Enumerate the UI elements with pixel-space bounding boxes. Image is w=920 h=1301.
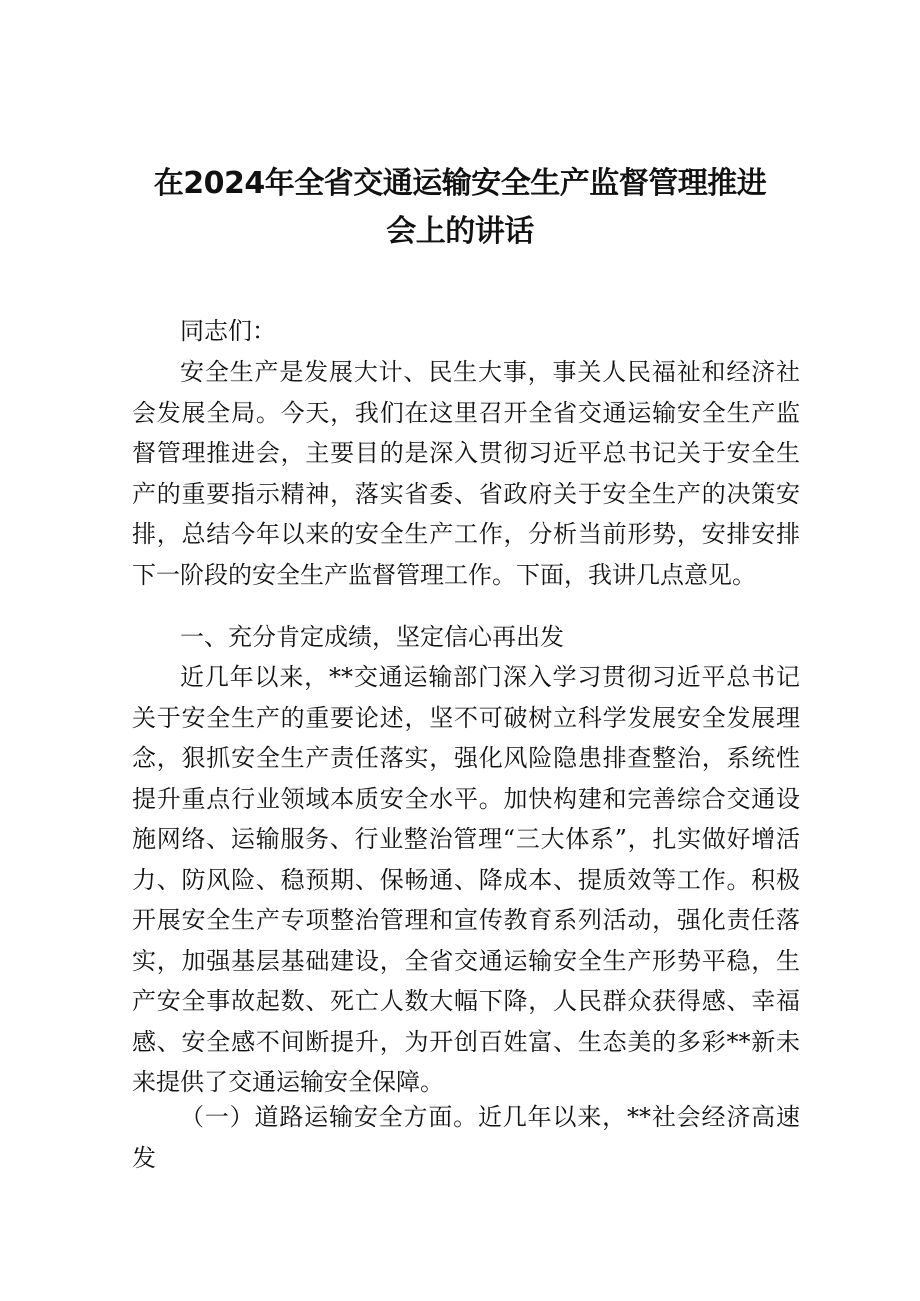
paragraph-2-block [132,657,800,1103]
salutation: 同志们： [180,317,276,345]
salutation-block [132,311,800,352]
section-heading-1-block [132,617,800,658]
paragraph-3-block [132,1097,800,1178]
paragraph-1-block [132,352,800,595]
document-title [120,160,800,256]
section-heading-1: 一、充分肯定成绩，坚定信心再出发 [180,623,564,651]
title-line-1: 在2024年全省交通运输安全生产监督管理推进 [153,166,767,201]
paragraph-1: 安全生产是发展大计、民生大事，事关人民福祉和经济社会发展全局。今天，我们在这里召开全省交通运输安全生产监督管理推进会，主要目的是深入贯彻习近平总书记关于安全生产的重要指示精神，落实省委、省政府关于安全生产的决策安排，总结今年以来的安全生产工作，分析当前形势，安排安排下一阶段的安全生产监督管理工作。下面，我讲几点意见。 [132,358,800,589]
paragraph-2: 近几年以来，**交通运输部门深入学习贯彻习近平总书记关于安全生产的重要论述，坚不可破树立科学发展安全发展理念，狠抓安全生产责任落实，强化风险隐患排查整治，系统性提升重点行业领域本质安全水平。加快构建和完善综合交通设施网络、运输服务、行业整治管理“三大体系”，扎实做好增活力、防风险、稳预期、保畅通、降成本、提质效等工作。积极开展安全生产专项整治管理和宣传教育系列活动，强化责任落实，加强基层基础建设，全省交通运输安全生产形势平稳，生产安全事故起数、死亡人数大幅下降，人民群众获得感、幸福感、安全感不间断提升，为开创百姓富、生态美的多彩**新未来提供了交通运输安全保障。 [132,663,800,1096]
title-line-2: 会上的讲话 [386,214,534,249]
paragraph-3: （一）道路运输安全方面。近几年以来，**社会经济高速发 [132,1103,800,1172]
